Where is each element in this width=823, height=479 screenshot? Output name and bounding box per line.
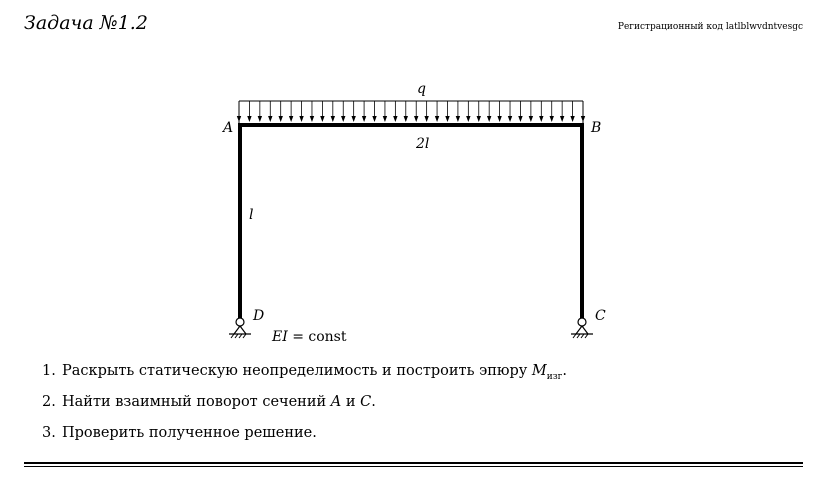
stiffness-label: EI = const xyxy=(272,329,347,345)
load-arrow-head xyxy=(477,116,481,122)
load-arrow-head xyxy=(383,116,387,122)
registration-code: Регистрационный код latlblwvdntvesgc xyxy=(617,22,803,32)
load-arrow-head xyxy=(487,116,491,122)
load-arrow-head xyxy=(258,116,262,122)
load-label-q: q xyxy=(417,81,426,97)
pin-support-d xyxy=(229,318,251,338)
load-arrow-head xyxy=(278,116,282,122)
load-arrow-head xyxy=(247,116,251,122)
bottom-rule-thick xyxy=(24,462,803,464)
task-list xyxy=(42,360,567,453)
task-item: 1. Раскрыть статическую неопределимость и построить эпюру $M_{изг}$. xyxy=(42,363,567,382)
load-arrow-head xyxy=(497,116,501,122)
load-arrow-head xyxy=(299,116,303,122)
load-arrow-head xyxy=(404,116,408,122)
load-arrow-head xyxy=(581,116,585,122)
node-label-d: D xyxy=(253,308,265,324)
load-arrow-head xyxy=(310,116,314,122)
task-title: Задача №1.2 xyxy=(24,12,148,34)
node-label-a: A xyxy=(223,120,234,136)
load-arrow-head xyxy=(414,116,418,122)
load-arrow-head xyxy=(445,116,449,122)
task-item: 2. Найти взаимный поворот сечений A и C. xyxy=(42,394,376,410)
load-arrow-head xyxy=(424,116,428,122)
load-arrow-head xyxy=(289,116,293,122)
load-arrow-head xyxy=(393,116,397,122)
load-arrow-head xyxy=(372,116,376,122)
load-arrow-head xyxy=(570,116,574,122)
pin-support-c xyxy=(571,318,593,338)
load-arrow-head xyxy=(320,116,324,122)
load-arrows xyxy=(237,101,585,122)
load-arrow-head xyxy=(518,116,522,122)
load-arrow-head xyxy=(456,116,460,122)
distributed-load xyxy=(237,101,585,124)
load-arrow-head xyxy=(550,116,554,122)
load-arrow-head xyxy=(362,116,366,122)
node-label-c: C xyxy=(595,308,606,324)
span-label: 2l xyxy=(416,136,430,152)
load-arrow-head xyxy=(331,116,335,122)
load-arrow-head xyxy=(268,116,272,122)
load-arrow-head xyxy=(237,116,241,122)
load-arrow-head xyxy=(435,116,439,122)
bottom-rule-thin xyxy=(24,466,803,467)
load-arrow-head xyxy=(351,116,355,122)
load-arrow-head xyxy=(341,116,345,122)
load-arrow-head xyxy=(560,116,564,122)
height-label: l xyxy=(249,207,254,223)
load-arrow-head xyxy=(529,116,533,122)
node-label-b: B xyxy=(591,120,602,136)
load-arrow-head xyxy=(508,116,512,122)
task-item: 3. Проверить полученное решение. xyxy=(42,425,317,441)
load-arrow-head xyxy=(539,116,543,122)
load-arrow-head xyxy=(466,116,470,122)
